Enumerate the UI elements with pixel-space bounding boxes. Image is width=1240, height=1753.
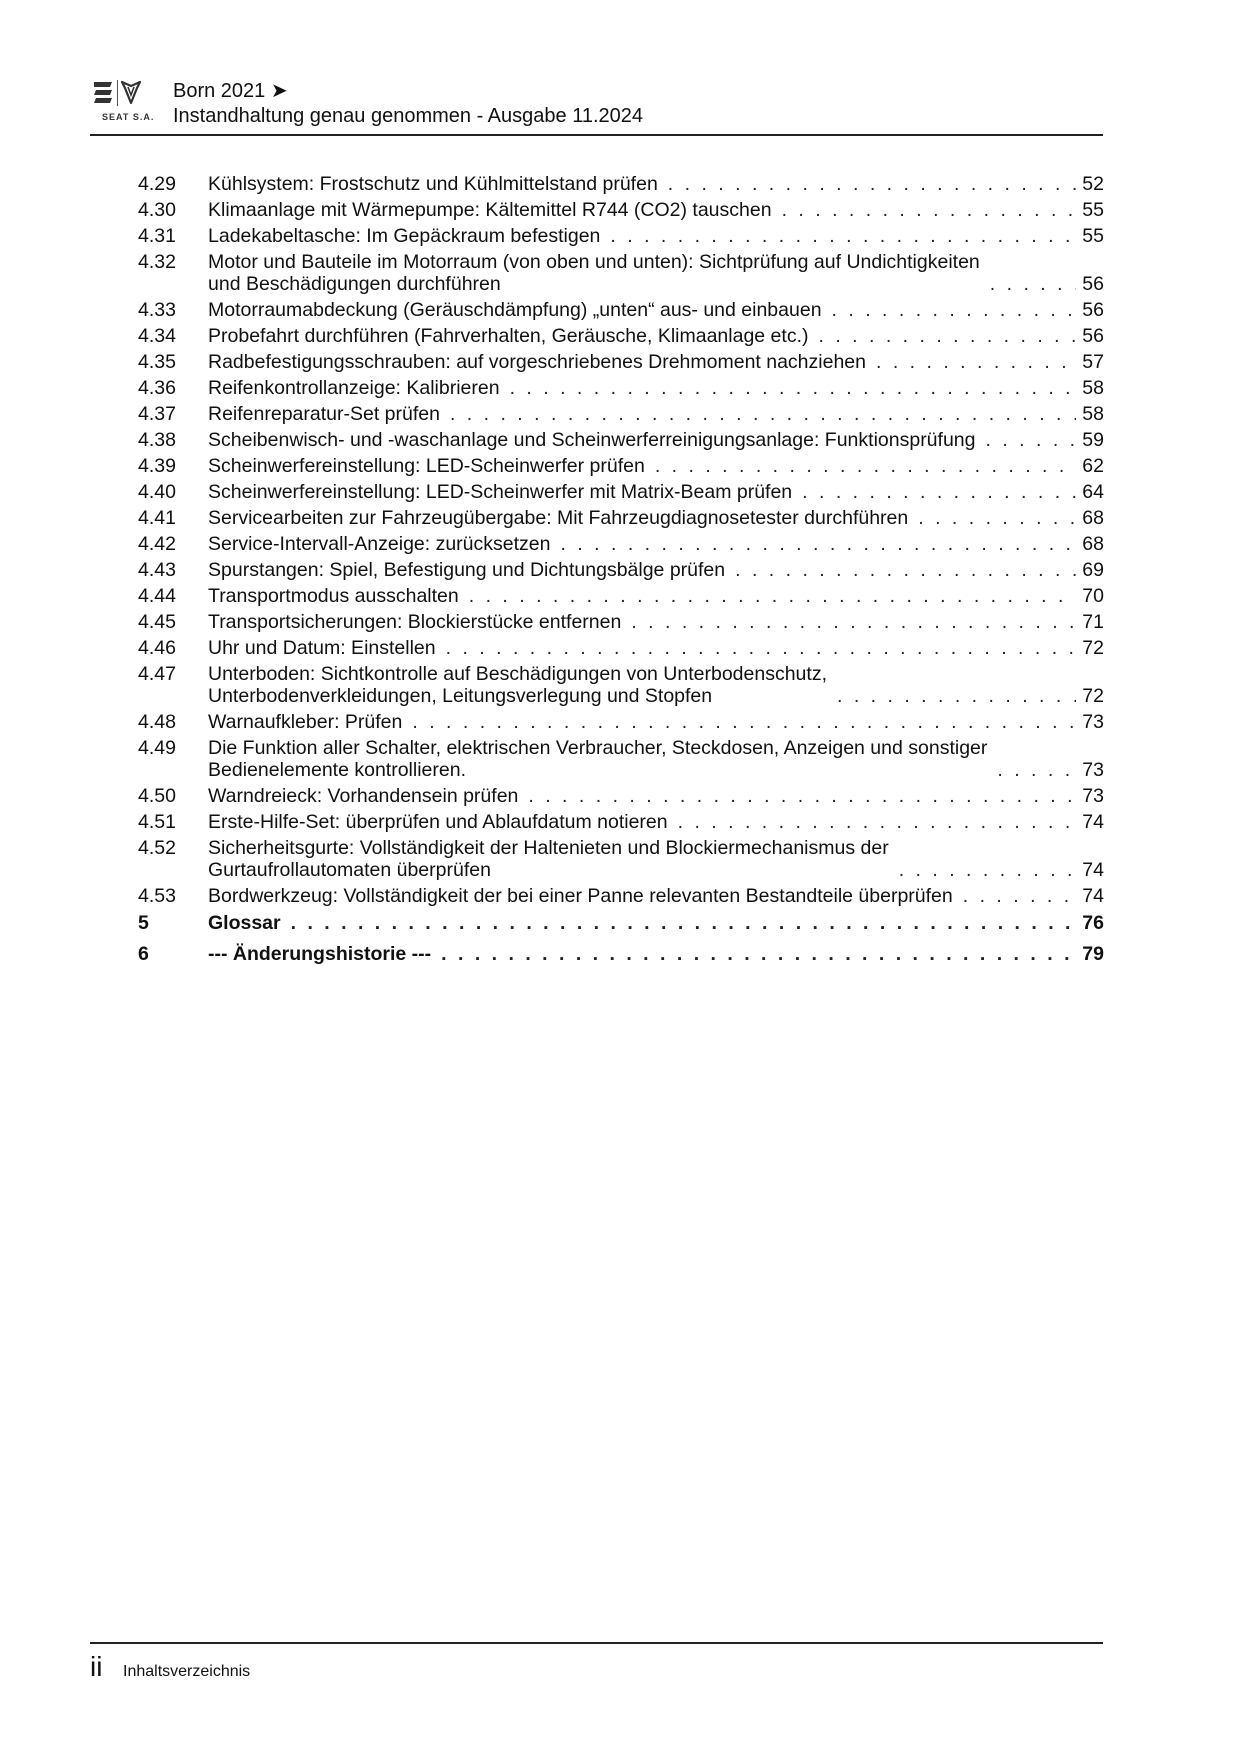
toc-entry-title: Ladekabeltasche: Im Gepäckraum befestigen xyxy=(208,225,601,247)
toc-entry[interactable] xyxy=(138,455,1104,477)
toc-entry-title: --- Änderungshistorie --- xyxy=(208,943,432,965)
toc-entry-number: 4.45 xyxy=(138,611,176,633)
toc-entry[interactable] xyxy=(138,585,1104,607)
toc-dot-leader xyxy=(827,685,1076,707)
toc-entry-title: Servicearbeiten zur Fahrzeugübergabe: Mit Fahrzeugdiagnosetester durchführen xyxy=(208,507,909,529)
toc-entry-number: 4.31 xyxy=(138,225,176,247)
footer-divider xyxy=(90,1642,1103,1644)
toc-entry-page: 73 xyxy=(1082,759,1104,781)
document-subtitle: Instandhaltung genau genommen - Ausgabe 11.2024 xyxy=(173,105,643,127)
toc-dot-leader xyxy=(889,859,1076,881)
toc-entry-page: 59 xyxy=(1082,429,1104,451)
toc-entry-title: Radbefestigungsschrauben: auf vorgeschriebenes Drehmoment nachziehen xyxy=(208,351,866,373)
toc-chapter-entry[interactable] xyxy=(138,912,1104,934)
toc-entry-title: Scheinwerfereinstellung: LED-Scheinwerfer prüfen xyxy=(208,455,645,477)
toc-entry-page: 73 xyxy=(1082,785,1104,807)
toc-dot-leader xyxy=(402,711,1076,733)
toc-dot-leader xyxy=(668,811,1076,833)
toc-dot-leader xyxy=(658,173,1076,195)
toc-entry-title: Scheinwerfereinstellung: LED-Scheinwerfer mit Matrix-Beam prüfen xyxy=(208,481,793,503)
toc-entry-number: 4.34 xyxy=(138,325,176,347)
toc-entry-page: 55 xyxy=(1082,225,1104,247)
toc-entry-number: 4.43 xyxy=(138,559,176,581)
toc-entry-title: Transportsicherungen: Blockierstücke entfernen xyxy=(208,611,622,633)
toc-entry-page: 72 xyxy=(1082,685,1104,707)
toc-entry-page: 71 xyxy=(1082,611,1104,633)
toc-dot-leader xyxy=(987,759,1076,781)
toc-entry-page: 74 xyxy=(1082,885,1104,907)
toc-entry[interactable] xyxy=(138,611,1104,633)
toc-entry-page: 56 xyxy=(1082,273,1104,295)
toc-entry-title: Kühlsystem: Frostschutz und Kühlmittelstand prüfen xyxy=(208,173,658,195)
toc-entry-number: 4.35 xyxy=(138,351,176,373)
toc-entry-title: Warndreieck: Vorhandensein prüfen xyxy=(208,785,519,807)
toc-entry-page: 64 xyxy=(1082,481,1104,503)
toc-entry-title: Reifenkontrollanzeige: Kalibrieren xyxy=(208,377,500,399)
toc-entry-page: 52 xyxy=(1082,173,1104,195)
toc-entry[interactable] xyxy=(138,351,1104,373)
toc-entry[interactable] xyxy=(138,299,1104,321)
toc-entry-title: Scheibenwisch- und -waschanlage und Scheinwerferreinigungsanlage: Funktionsprüfung xyxy=(208,429,976,451)
toc-entry-number: 4.39 xyxy=(138,455,176,477)
toc-dot-leader xyxy=(866,351,1076,373)
toc-entry-title: Bordwerkzeug: Vollständigkeit der bei einer Panne relevanten Bestandteile überprüfen xyxy=(208,885,953,907)
toc-entry-number: 5 xyxy=(138,912,149,934)
toc-entry-title: Probefahrt durchführen (Fahrverhalten, Geräusche, Klimaanlage etc.) xyxy=(208,325,809,347)
toc-entry-title: Erste-Hilfe-Set: überprüfen und Ablaufdatum notieren xyxy=(208,811,668,833)
toc-entry[interactable] xyxy=(138,325,1104,347)
page-number: ii xyxy=(90,1651,103,1682)
toc-dot-leader xyxy=(518,785,1076,807)
toc-entry-number: 4.40 xyxy=(138,481,176,503)
toc-entry[interactable] xyxy=(138,811,1104,833)
toc-entry[interactable] xyxy=(138,199,1104,221)
toc-dot-leader xyxy=(459,585,1076,607)
toc-dot-leader xyxy=(621,611,1076,633)
header-divider xyxy=(90,134,1103,136)
toc-entry-title: Motorraumabdeckung (Geräuschdämpfung) „unten“ aus- und einbauen xyxy=(208,299,822,321)
toc-entry[interactable] xyxy=(138,251,1104,295)
page-header xyxy=(90,72,1103,136)
toc-entry-title: Die Funktion aller Schalter, elektrischen Verbraucher, Steckdosen, Anzeigen und sonstiger Bedienelemente kontrollieren. xyxy=(208,737,988,781)
toc-entry-title: Unterboden: Sichtkontrolle auf Beschädigungen von Unterbodenschutz, Unterbodenverkleidungen, Leitungsverlegung und Stopfen xyxy=(208,663,827,707)
toc-dot-leader xyxy=(645,455,1076,477)
toc-dot-leader xyxy=(772,199,1076,221)
toc-entry-number: 4.42 xyxy=(138,533,176,555)
toc-entry[interactable] xyxy=(138,559,1104,581)
toc-dot-leader xyxy=(822,299,1076,321)
toc-entry-number: 6 xyxy=(138,943,149,965)
toc-entry[interactable] xyxy=(138,225,1104,247)
toc-dot-leader xyxy=(436,637,1076,659)
toc-entry[interactable] xyxy=(138,885,1104,907)
toc-entry-number: 4.52 xyxy=(138,837,176,859)
toc-entry-title: Glossar xyxy=(208,912,281,934)
toc-entry[interactable] xyxy=(138,507,1104,529)
toc-dot-leader xyxy=(808,325,1076,347)
toc-entry-number: 4.46 xyxy=(138,637,176,659)
toc-entry-number: 4.50 xyxy=(138,785,176,807)
table-of-contents xyxy=(138,173,1104,974)
toc-entry-number: 4.41 xyxy=(138,507,176,529)
toc-entry-page: 56 xyxy=(1082,299,1104,321)
toc-entry[interactable] xyxy=(138,533,1104,555)
toc-entry-title: Sicherheitsgurte: Vollständigkeit der Haltenieten und Blockiermechanismus der Gurtaufrollautomaten überprüfen xyxy=(208,837,889,881)
toc-entry-page: 58 xyxy=(1082,377,1104,399)
toc-entry-page: 69 xyxy=(1082,559,1104,581)
toc-entry-title: Transportmodus ausschalten xyxy=(208,585,459,607)
toc-dot-leader xyxy=(792,481,1076,503)
toc-entry-page: 68 xyxy=(1082,533,1104,555)
toc-entry-title: Uhr und Datum: Einstellen xyxy=(208,637,436,659)
toc-dot-leader xyxy=(725,559,1076,581)
toc-entry-title: Service-Intervall-Anzeige: zurücksetzen xyxy=(208,533,551,555)
document-title: Born 2021 ➤ xyxy=(173,80,288,102)
toc-entry-page: 57 xyxy=(1082,351,1104,373)
toc-chapter-entry[interactable] xyxy=(138,943,1104,965)
toc-entry[interactable] xyxy=(138,663,1104,707)
toc-entry-page: 68 xyxy=(1082,507,1104,529)
toc-dot-leader xyxy=(281,912,1076,934)
toc-dot-leader xyxy=(908,507,1076,529)
toc-entry[interactable] xyxy=(138,377,1104,399)
toc-entry[interactable] xyxy=(138,403,1104,425)
toc-entry-number: 4.53 xyxy=(138,885,176,907)
toc-entry-page: 58 xyxy=(1082,403,1104,425)
toc-entry-number: 4.37 xyxy=(138,403,176,425)
toc-dot-leader xyxy=(953,885,1076,907)
toc-entry-number: 4.36 xyxy=(138,377,176,399)
toc-dot-leader xyxy=(600,225,1076,247)
toc-entry-title: Klimaanlage mit Wärmepumpe: Kältemittel R744 (CO2) tauschen xyxy=(208,199,772,221)
toc-dot-leader xyxy=(550,533,1076,555)
toc-entry-title: Motor und Bauteile im Motorraum (von oben und unten): Sichtprüfung auf Undichtigkeiten und Beschädigungen durchführen xyxy=(208,251,980,295)
toc-entry-page: 74 xyxy=(1082,859,1104,881)
toc-entry-number: 4.29 xyxy=(138,173,176,195)
brand-subtitle: SEAT S.A. xyxy=(102,112,155,122)
toc-entry[interactable] xyxy=(138,637,1104,659)
toc-entry[interactable] xyxy=(138,173,1104,195)
toc-entry-number: 4.44 xyxy=(138,585,176,607)
toc-entry-number: 4.32 xyxy=(138,251,176,273)
toc-entry-title: Warnaufkleber: Prüfen xyxy=(208,711,403,733)
toc-dot-leader xyxy=(980,273,1076,295)
toc-entry[interactable] xyxy=(138,711,1104,733)
toc-entry-page: 62 xyxy=(1082,455,1104,477)
toc-dot-leader xyxy=(440,403,1076,425)
toc-entry-number: 4.48 xyxy=(138,711,176,733)
toc-entry-number: 4.47 xyxy=(138,663,176,685)
toc-entry-title: Spurstangen: Spiel, Befestigung und Dichtungsbälge prüfen xyxy=(208,559,726,581)
toc-entry-number: 4.51 xyxy=(138,811,176,833)
toc-entry-page: 76 xyxy=(1082,912,1104,934)
toc-entry-page: 79 xyxy=(1082,943,1104,965)
toc-dot-leader xyxy=(431,943,1076,965)
toc-entry-page: 55 xyxy=(1082,199,1104,221)
footer-label: Inhaltsverzeichnis xyxy=(123,1663,251,1680)
toc-entry-number: 4.30 xyxy=(138,199,176,221)
toc-entry[interactable] xyxy=(138,481,1104,503)
toc-entry[interactable] xyxy=(138,837,1104,881)
toc-entry-number: 4.33 xyxy=(138,299,176,321)
toc-entry[interactable] xyxy=(138,737,1104,781)
toc-entry-page: 74 xyxy=(1082,811,1104,833)
toc-entry[interactable] xyxy=(138,429,1104,451)
toc-entry-number: 4.38 xyxy=(138,429,176,451)
toc-entry-page: 72 xyxy=(1082,637,1104,659)
toc-entry-number: 4.49 xyxy=(138,737,176,759)
toc-entry[interactable] xyxy=(138,785,1104,807)
toc-dot-leader xyxy=(975,429,1076,451)
toc-entry-title: Reifenreparatur-Set prüfen xyxy=(208,403,440,425)
toc-entry-page: 56 xyxy=(1082,325,1104,347)
toc-dot-leader xyxy=(500,377,1076,399)
toc-entry-page: 70 xyxy=(1082,585,1104,607)
toc-entry-page: 73 xyxy=(1082,711,1104,733)
